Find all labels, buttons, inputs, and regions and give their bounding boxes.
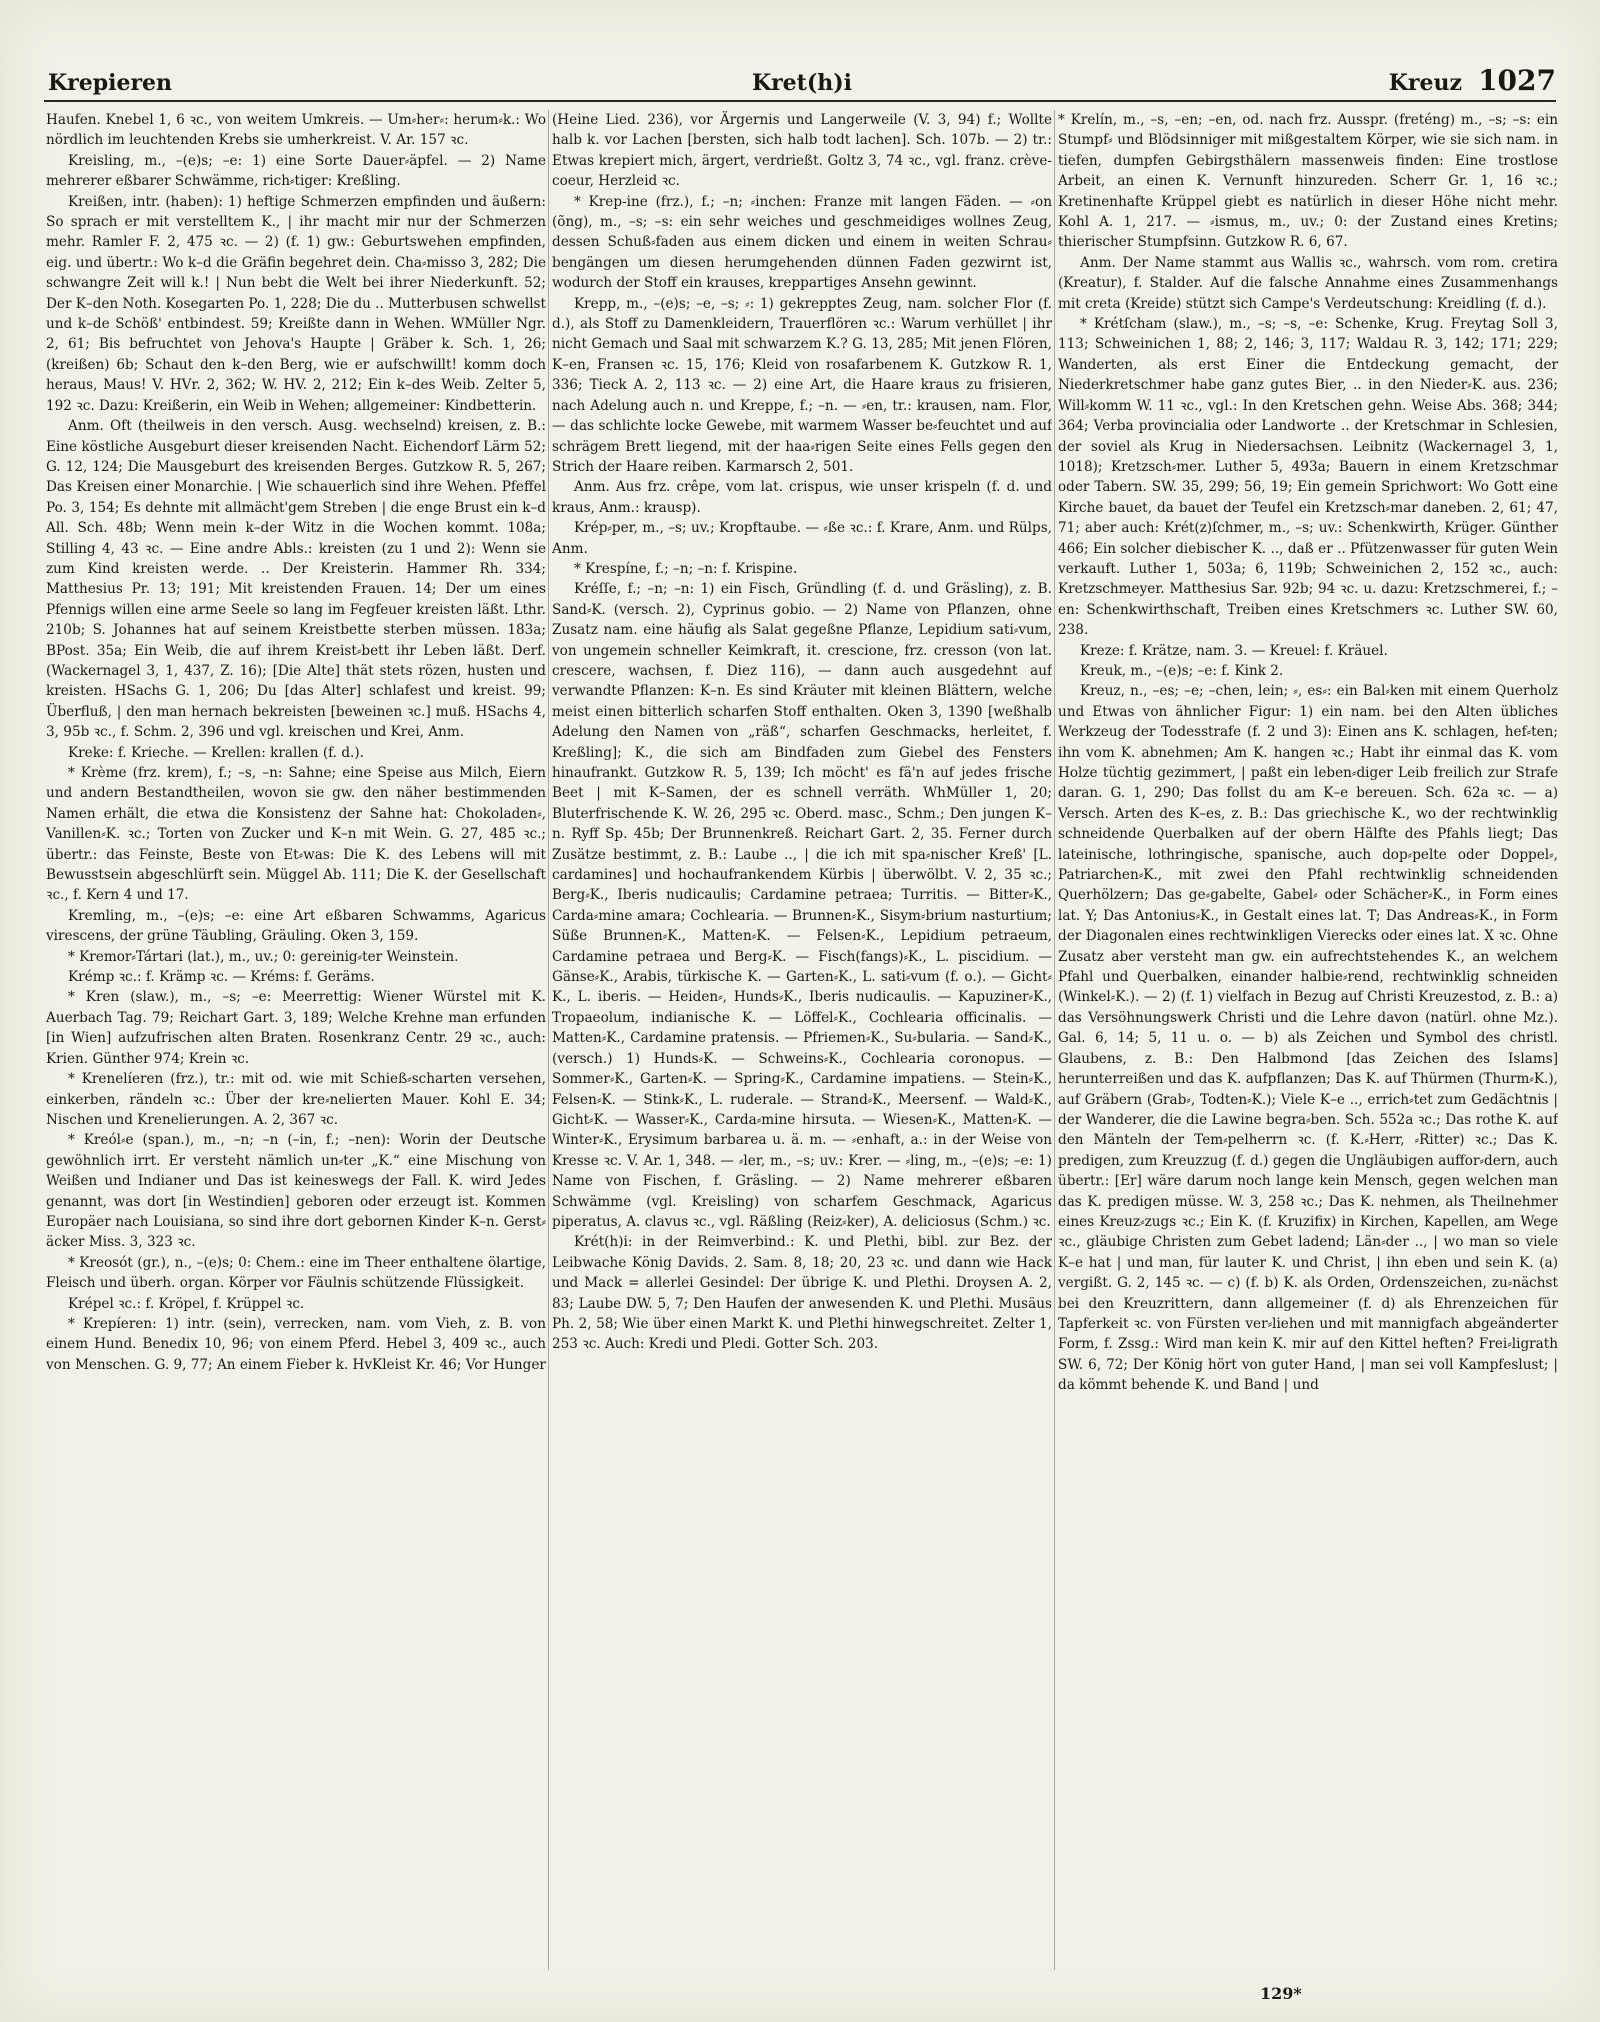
dictionary-entry: * Krepíeren: 1) intr. (sein), verrecken, nam. vom Vieh, z. B. von einem Hund. Benedix 10, 96; von einem Pferd. Hebel 3, 409 ꝛc., auch von Menschen. G. 9, 77; An einem Fieber k. HvKleist Kr. 46; Vor Hunger bbox=[46, 1315, 546, 1373]
header-center-catchword: Kret(h)i bbox=[751, 70, 853, 96]
text-column-left bbox=[46, 110, 546, 1980]
header-right-catchword: Kreuz bbox=[1388, 70, 1462, 96]
dictionary-entry: * Krespíne, f.; –n; –n: f. Krispine. bbox=[574, 560, 798, 577]
dictionary-entry: (Heine Lied. 236), vor Ärgernis und Langerweile (V. 3, 94) f.; Wollte halb k. vor Lachen [bersten, sich halb todt lachen]. Sch. 107b. — 2) tr.: Etwas krepiert mich, ärgert, verdrießt. Goltz 3, 74 ꝛc., vgl. franz. crève-coeur, Herzleid ꝛc. bbox=[552, 112, 1052, 190]
column-separator bbox=[1054, 110, 1055, 1970]
dictionary-entry: * Kreól⸗e (span.), m., –n; –n (–in, f.; –nen): Worin der Deutsche gewöhnlich irrt. Er versteht nämlich un⸗ter „K.“ eine Mischung von Weißen und Indianer und Das ist keineswegs der Fall. K. wird Jedes genannt, was dort [in Westindien] geboren oder erzeugt ist. Kommen Europäer nach Louisiana, so sind ihre dort gebornen Kinder K–n. Gerst⸗äcker Miss. 3, 323 ꝛc. bbox=[46, 1132, 546, 1251]
dictionary-entry: Krépel ꝛc.: f. Kröpel, f. Krüppel ꝛc. bbox=[68, 1295, 305, 1312]
dictionary-entry: * Kren (slaw.), m., –s; –e: Meerrettig: Wiener Würstel mit K. Auerbach Tag. 79; Reichart Gart. 3, 189; Welche Krehne man erfunden [in Wien] aufzufrischen alten Braten. Rosenkranz Centr. 29 ꝛc., auch: Krien. Günther 974; Krein ꝛc. bbox=[46, 989, 546, 1067]
dictionary-entry: * Krétſcham (slaw.), m., –s; –s, –e: Schenke, Krug. Freytag Soll 3, 113; Schweinichen 1, 88; 2, 146; 3, 117; Waldau R. 3, 142; 171; 229; Wanderten, als erst Einer die Entdeckung gemacht, der Niederkretschmer habe ganz gutes Bier, .. in den Nieder⸗K. aus. 236; Will⸗komm W. 11 ꝛc., vgl.: In den Kretschen gehn. Weise Abs. 368; 344; 364; Verba provincialia oder Landworte .. der Kretschmar in Schlesien, der soviel als Krug in Niedersachsen. Leibnitz (Wackernagel 3, 1, 1018); Kretzsch⸗mer. Luther 5, 493a; Bauern in einem Kretzschmar oder Tabern. SW. 35, 299; 56, 19; Ein gemein Sprichwort: Wo Gott eine Kirche bauet, da bauet der Teufel ein Kretzsch⸗mar daneben. 2, 61; 47, 71; aber auch: Krét(z)ſchmer, m., –s; uv.: Schenkwirth, Krüger. Günther 466; Ein solcher diebischer K. .., daß er .. Pfützenwasser für guten Wein verkauft. Luther 1, 503a; 6, 119b; Schweinichen 2, 152 ꝛc., auch: Kretzschmeyer. Matthesius Sar. 92b; 94 ꝛc. u. dazu: Kretzschmerei, f.; –en: Schenkwirthschaft, Treiben eines Kretschmers ꝛc. Luther SW. 60, 238. bbox=[1058, 316, 1558, 639]
dictionary-entry: * Krenelíeren (frz.), tr.: mit od. wie mit Schieß⸗scharten versehen, einkerben, rändeln ꝛc.: Über der kre⸗nelierten Mauer. Kohl E. 34; Nischen und Krenelierungen. A. 2, 367 ꝛc. bbox=[46, 1071, 546, 1128]
dictionary-entry: Kreze: f. Krätze, nam. 3. — Kreuel: f. Kräuel. bbox=[1080, 642, 1388, 659]
dictionary-entry: Kreißen, intr. (haben): 1) heftige Schmerzen empfinden und äußern: So sprach er mit verstelltem K., | ihr macht mir nur der Schmerzen mehr. Ramler F. 2, 475 ꝛc. — 2) (f. 1) gw.: Geburtswehen empfinden, eig. und übertr.: Wo k–d die Gräfin begehret dein. Cha⸗misso 3, 282; Die schwangre Zeit will k.! | Nun bebt die Welt bei ihrer Niederkunft. 52; Der K–den Noth. Kosegarten Po. 1, 228; Die du .. Mutterbusen schwellst und k–de Schöß' entbindest. 59; Kreißte dann in Wehen. WMüller Ngr. 2, 61; Bis befruchtet von Jehova's Haupte | Gräber k. Sch. 1, 26; (kreißen) 6b; Schaut den k–den Berg, wie er aufschwillt! komm doch heraus, Maus! V. HVr. 2, 362; W. HV. 2, 212; Ein k–des Weib. Zelter 5, 192 ꝛc. Dazu: Kreißerin, ein Weib in Wehen; allgemeiner: Kindbetterin. bbox=[46, 193, 546, 414]
dictionary-entry: Kréſſe, f.; –n; –n: 1) ein Fisch, Gründling (f. d. und Gräsling), z. B. Sand⸗K. (versch. 2), Cyprinus gobio. — 2) Name von Pflanzen, ohne Zusatz nam. eine häufig als Salat gegeßne Pflanze, Lepidium sati⸗vum, von ungemein schneller Keimkraft, it. crescione, frz. cresson (von lat. crescere, wachsen, f. Diez 116), — dann auch ausgedehnt auf verwandte Pflanzen: K–n. Es sind Kräuter mit kleinen Blättern, welche meist einen bitterlich scharfen Stoff enthalten. Oken 3, 1390 [weßhalb Adelung den Namen von „räß“, scharfen Geschmacks, herleitet, f. Kreßling]; K., die sich am Bindfaden zum Giebel des Fensters hinaufrankt. Gutzkow R. 5, 139; Ich möcht' es fä'n auf jedes frische Beet | mit K–Samen, der es schnell verräth. WhMüller 1, 20; Bluterfrischende K. W. 26, 295 ꝛc. Oberd. masc., Schm.; Den jungen K–n. Ryff Sp. 45b; Der Brunnenkreß. Reichart Gart. 2, 35. Ferner durch Zusätze bestimmt, z. B.: Laube .., | die ich mit spa⸗nischer Kreß' [L. cardamines] und hochaufrankendem Kürbis | überwölbt. V. 2, 35 ꝛc.; Berg⸗K., Iberis nudicaulis; Cardamine petraea; Turritis. — Bitter⸗K., Carda⸗mine amara; Cochlearia. — Brunnen⸗K., Sisym⸗brium nasturtium; Süße Brunnen⸗K., Matten⸗K. — Felsen⸗K., Lepidium petraeum, Cardamine petraea und Berg⸗K. — Fisch(fangs)⸗K., L. piscidium. — Gänse⸗K., Arabis, türkische K. — Garten⸗K., L. sati⸗vum (f. o.). — Gicht⸗K., L. iberis. — Heiden⸗, Hunds⸗K., Iberis nudicaulis. — Kapuziner⸗K., Tropaeolum, indianische K. — Löffel⸗K., Cochlearia officinalis. — Matten⸗K., Cardamine pratensis. — Pfriemen⸗K., Su⸗bularia. — Sand⸗K., (versch.) 1) Hunds⸗K. — Schweins⸗K., Cochlearia coronopus. — Sommer⸗K., Garten⸗K. — Spring⸗K., Cardamine impatiens. — Stein⸗K., Felsen⸗K. — Stink⸗K., L. ruderale. — Strand⸗K., Meersenf. — Wald⸗K., Gicht⸗K. — Wasser⸗K., Carda⸗mine hirsuta. — Wiesen⸗K., Matten⸗K. — Winter⸗K., Erysimum barbarea u. ä. m. — ⸗enhaft, a.: in der Weise von Kresse ꝛc. V. Ar. 1, 348. — ⸗ler, m., –s; uv.: Krer. — ⸗ling, m., –(e)s; –e: 1) Name von Fischen, f. Gräsling. — 2) Name mehrerer eßbaren Schwämme (vgl. Kreisling) von scharfem Geschmack, Agaricus piperatus, A. clavus ꝛc., vgl. Räßling (Reiz⸗ker), A. deliciosus (Schm.) ꝛc. bbox=[552, 581, 1052, 1230]
page-number: 1027 bbox=[1478, 64, 1556, 97]
dictionary-entry: Krét(h)i: in der Reimverbind.: K. und Plethi, bibl. zur Bez. der Leibwache König Davids. 2. Sam. 8, 18; 20, 23 ꝛc. und dann wie Hack und Mack = allerlei Gesindel: Der übrige K. und Plethi. Droysen A. 2, 83; Laube DW. 5, 7; Den Haufen der anwesenden K. und Plethi. Musäus Ph. 2, 58; Wie über einen Markt K. und Plethi hinwegschreitet. Zelter 1, 253 ꝛc. Auch: Kredi und Pledi. Gotter Sch. 203. bbox=[552, 1234, 1052, 1353]
dictionary-entry: * Krème (frz. krem), f.; –s, –n: Sahne; eine Speise aus Milch, Eiern und andern Bestandtheilen, wovon sie gw. den näher bestimmenden Namen erhält, die etwa die Konsistenz der Sahne hat: Chokoladen⸗, Vanillen⸗K. ꝛc.; Torten von Zucker und K–n mit Wein. G. 27, 485 ꝛc.; übertr.: das Feinste, Beste von Et⸗was: Die K. des Lebens will mit Bewusstsein abgeschlürft sein. Müggel Ab. 111; Die K. der Gesellschaft ꝛc., f. Kern 4 und 17. bbox=[46, 765, 546, 904]
header-rule bbox=[44, 100, 1556, 102]
dictionary-entry: Kreuz, n., –es; –e; –chen, lein; ⸗, es⸗: ein Bal⸗ken mit einem Querholz und Etwas von ähnlicher Figur: 1) ein nam. bei den Alten übliches Werkzeug der Todesstrafe (f. 2 und 3): Einen ans K. schlagen, hef⸗ten; ihn vom K. abnehmen; Am K. hangen ꝛc.; Habt ihr einmal das K. vom Holze tüchtig gezimmert, | paßt ein leben⸗diger Leib freilich zur Strafe daran. G. 1, 290; Das follst du am K–e bereuen. Sch. 62a ꝛc. — a) Versch. Arten des K–es, z. B.: Das griechische K., wo der rechtwinklig schneidende Querbalken auf der obern Hälfte des Pfahls liegt; Das lateinische, lothringische, spanische, auch dop⸗pelte oder Doppel⸗, Patriarchen⸗K., mit zwei den Pfahl rechtwinklig schneidenden Querhölzern; Das ge⸗gabelte, Gabel⸗ oder Schächer⸗K., in Form eines lat. Y; Das Antonius⸗K., in Gestalt eines lat. T; Das Andreas⸗K., in Form der Diagonalen eines rechtwinkligen Vierecks oder eines lat. X ꝛc. Ohne Zusatz aber versteht man gw. ein aufrechtstehendes K., an welchem Pfahl und Querbalken, einander halbie⸗rend, rechtwinklig schneiden (Winkel⸗K.). — 2) (f. 1) vielfach in Bezug auf Christi Kreuzestod, z. B.: a) das Versöhnungswerk Christi und die Lehre davon (natürl. ohne Mz.). Gal. 6, 14; 5, 11 u. o. — b) als Zeichen und Symbol des christl. Glaubens, z. B.: Den Halbmond [das Zeichen des Islams] herunterreißen und das K. aufpflanzen; Das K. auf Thürmen (Thurm⸗K.), auf Gräbern (Grab⸗, Todten⸗K.); Viele K–e .., errich⸗tet zum Gedächtnis | der Wanderer, die die Lawine begra⸗ben. Sch. 552a ꝛc.; Das rothe K. auf den Mänteln der Tem⸗pelherrn ꝛc. (f. K.⸗Herr, ⸗Ritter) ꝛc.; Das K. predigen, zum Kreuzzug (f. d.) gegen die Ungläubigen auffor⸗dern, auch übertr.: [Er] wäre darum noch lange kein Mensch, gegen welchen man das K. predigen müsse. W. 3, 258 ꝛc.; Das K. nehmen, als Theilnehmer eines Kreuz⸗zugs ꝛc.; Ein K. (f. Kruzifix) in Kirchen, Kapellen, am Wege ꝛc., gläubige Christen zum Gebet ladend; Län⸗der .., | wo man so viele K–e hat | und man, für lauter K. und Christ, | ihn eben und sein K. (a) vergißt. G. 2, 145 ꝛc. — c) (f. b) K. als Orden, Ordenszeichen, zu⸗nächst bei den Kreuzrittern, dann allgemeiner (f. d) als Ehrenzeichen für Tapferkeit ꝛc. von Fürsten ver⸗liehen und mit mannigfach abgeänderter Form, f. Zssg.: Wird man kein K. mir auf den Kittel heften? Frei⸗ligrath SW. 6, 72; Der König hört von guter Hand, | man sei voll Kampfeslust; | da kömmt behende K. und Band | und bbox=[1058, 683, 1558, 1394]
text-column-middle bbox=[552, 110, 1052, 1980]
dictionary-entry: Kreke: f. Krieche. — Krellen: krallen (f. d.). bbox=[68, 744, 364, 761]
signature-mark: 129* bbox=[1260, 1984, 1302, 2003]
dictionary-entry: Kremling, m., –(e)s; –e: eine Art eßbaren Schwamms, Agaricus virescens, der grüne Täubling, Gräuling. Oken 3, 159. bbox=[46, 907, 546, 945]
page-header bbox=[42, 62, 1562, 102]
dictionary-entry: Krép⸗per, m., –s; uv.; Kropftaube. — ⸗ße ꝛc.: f. Krare, Anm. und Rülps, Anm. bbox=[552, 520, 1052, 557]
dictionary-entry: * Kremor⸗Tártari (lat.), m., uv.; 0: gereinig⸗ter Weinstein. bbox=[68, 948, 459, 965]
dictionary-entry: Anm. Oft (theilweis in den versch. Ausg. wechselnd) kreisen, z. B.: Eine köstliche Ausgeburt dieser kreisenden Nacht. Eichendorf Lärm 52; G. 12, 124; Die Mausgeburt des kreisenden Berges. Gutzkow R. 5, 267; Das Kreisen einer Monarchie. | Wie schauerlich sind ihre Wehen. Pfeffel Po. 3, 154; Es dehnte mit allmächt'gem Streben | die enge Brust ein k–d All. Sch. 48b; Wenn mein k–der Witz in die Wochen kommt. 108a; Stilling 4, 43 ꝛc. — Eine andre Abls.: kreisten (zu 1 und 2): Wenn sie zum Kind kreisten werde. .. Der Kreisterin. Hammer Rh. 334; Matthesius Pr. 13; 191; Mit kreistenden Frauen. 14; Der um eines Pfennigs willen eine arme Seele so lang im Fegfeuer kreisten läßt. Lthr. 210b; S. Johannes hat auf seinem Kreistbette sterben müssen. 183a; BPost. 35a; Ein Weib, die auf ihrem Kreist⸗bett ihr Leben läßt. Derf. (Wackernagel 3, 1, 437, Z. 16); [Die Alte] thät stets rözen, husten und kreisten. HSachs G. 1, 206; Du [das Alter] schlafest und kreist. 99; Überfluß, | den man hernach bekreisten [beweinen ꝛc.] muß. HSachs 4, 3, 95b ꝛc., f. Schm. 2, 396 und vgl. kreischen und Krei, Anm. bbox=[46, 418, 546, 741]
dictionary-entry: Haufen. Knebel 1, 6 ꝛc., von weitem Umkreis. — Um⸗her⸗: herum⸗k.: Wo nördlich im leuchtenden Krebs sie umherkreist. V. Ar. 157 ꝛc. bbox=[46, 112, 546, 149]
dictionary-entry: * Krelín, m., –s, –en; –en, od. nach frz. Ausspr. (freténg) m., –s; –s: ein Stumpf⸗ und Blödsinniger mit mißgestaltem Körper, wie sie sich nam. in tiefen, dumpfen Gebirgsthälern massenweis finden: Eine trostlose Arbeit, an einen K. Vernunft hinzureden. Scherr Gr. 1, 16 ꝛc.; Kretinenhafte Krüppel giebt es natürlich in dieser Höhe nicht mehr. Kohl A. 1, 217. — ⸗ismus, m., uv.; 0: der Zustand eines Kretins; thierischer Stumpfsinn. Gutzkow R. 6, 67. bbox=[1058, 112, 1558, 251]
dictionary-entry: * Kreosót (gr.), n., –(e)s; 0: Chem.: eine im Theer enthaltene ölartige, Fleisch und überh. organ. Körper vor Fäulnis schützende Flüssigkeit. bbox=[46, 1254, 546, 1292]
dictionary-entry: Kreuk, m., –(e)s; –e: f. Kink 2. bbox=[1080, 662, 1284, 679]
dictionary-entry: Krepp, m., –(e)s; –e, –s; ⸗: 1) gekrepptes Zeug, nam. solcher Flor (f. d.), als Stoff zu Damenkleidern, Trauerflören ꝛc.: Warum verhüllet | ihr nicht Gemach und Saal mit schwarzem K.? G. 13, 285; Mit jenen Flören, K–en, Fransen ꝛc. 15, 176; Kleid von rosafarbenem K. Gutzkow R. 1, 336; Tieck A. 2, 113 ꝛc. — 2) eine Art, die Haare kraus zu frisieren, nach Adelung auch n. und Kreppe, f.; –n. — ⸗en, tr.: krausen, nam. Flor, — das schlichte locke Gewebe, mit warmem Wasser be⸗feuchtet und auf schrägem Brett liegend, mit der haa⸗rigen Seite eines Fells gegen den Strich der Haare reiben. Karmarsch 2, 501. bbox=[552, 295, 1052, 475]
dictionary-entry: Anm. Aus frz. crêpe, vom lat. crispus, wie unser krispeln (f. d. und kraus, Anm.: krausp). bbox=[552, 479, 1052, 516]
dictionary-entry: Krémp ꝛc.: f. Krämp ꝛc. — Kréms: f. Geräms. bbox=[68, 969, 375, 986]
dictionary-entry: Kreisling, m., –(e)s; –e: 1) eine Sorte Dauer⸗äpfel. — 2) Name mehrerer eßbarer Schwämme, rich⸗tiger: Kreßling. bbox=[46, 152, 546, 190]
column-separator bbox=[548, 110, 549, 1970]
header-left-catchword: Krepieren bbox=[48, 70, 173, 96]
dictionary-entry: * Krep-ine (frz.), f.; –n; ⸗inchen: Franze mit langen Fäden. — ⸗on (õng), m., –s; –s: ein sehr weiches und geschmeidiges wollnes Zeug, dessen Schuß⸗faden aus einem dicken und einem in weiten Schrau⸗bengängen um diesen herumgehenden dünnen Faden gezwirnt ist, wodurch der Stoff ein krauses, kreppartiges Ansehn gewinnt. bbox=[552, 193, 1052, 292]
text-column-right bbox=[1058, 110, 1558, 1980]
dictionary-entry: Anm. Der Name stammt aus Wallis ꝛc., wahrsch. vom rom. cretira (Kreatur), f. Stalder. Auf die falsche Annahme eines Zusammenhangs mit creta (Kreide) stützt sich Campe's Verdeutschung: Kreidling (f. d.). bbox=[1058, 254, 1558, 312]
